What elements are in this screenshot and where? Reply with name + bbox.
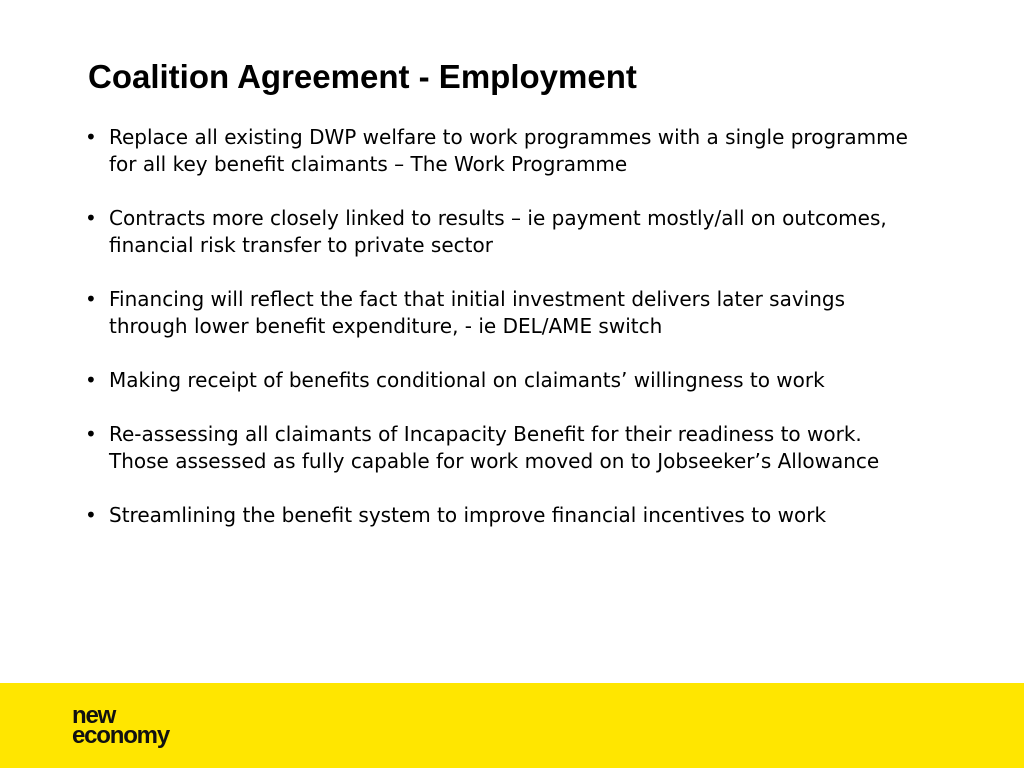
bullet-list — [80, 124, 910, 556]
bullet-marker: • — [85, 422, 97, 446]
logo-line-economy: economy — [72, 722, 169, 749]
bullet-item — [80, 367, 910, 394]
bullet-text: Re-assessing all claimants of Incapacity Benefit for their readiness to work. Those assessed as fully capable for work moved on to Jobseeker’s Allowance — [109, 422, 880, 473]
new-economy-logo — [72, 702, 169, 749]
bullet-text: Replace all existing DWP welfare to work programmes with a single programme for all key benefit claimants – The Work Programme — [109, 125, 908, 176]
logo-line-new: new — [72, 702, 116, 729]
bullet-item — [80, 124, 910, 178]
bullet-item — [80, 421, 910, 475]
slide-title: Coalition Agreement - Employment — [88, 58, 637, 95]
bullet-marker: • — [85, 287, 97, 311]
bullet-marker: • — [85, 206, 97, 230]
bullet-item — [80, 205, 910, 259]
bullet-text: Making receipt of benefits conditional on claimants’ willingness to work — [109, 368, 825, 392]
bullet-text: Contracts more closely linked to results – ie payment mostly/all on outcomes, financial risk transfer to private sector — [109, 206, 887, 257]
bullet-item — [80, 286, 910, 340]
bullet-marker: • — [85, 368, 97, 392]
bullet-marker: • — [85, 503, 97, 527]
bullet-item — [80, 502, 910, 529]
bullet-text: Streamlining the benefit system to improve financial incentives to work — [109, 503, 827, 527]
bullet-marker: • — [85, 125, 97, 149]
bullet-text: Financing will reflect the fact that initial investment delivers later savings through lower benefit expenditure, - ie DEL/AME switch — [109, 287, 846, 338]
